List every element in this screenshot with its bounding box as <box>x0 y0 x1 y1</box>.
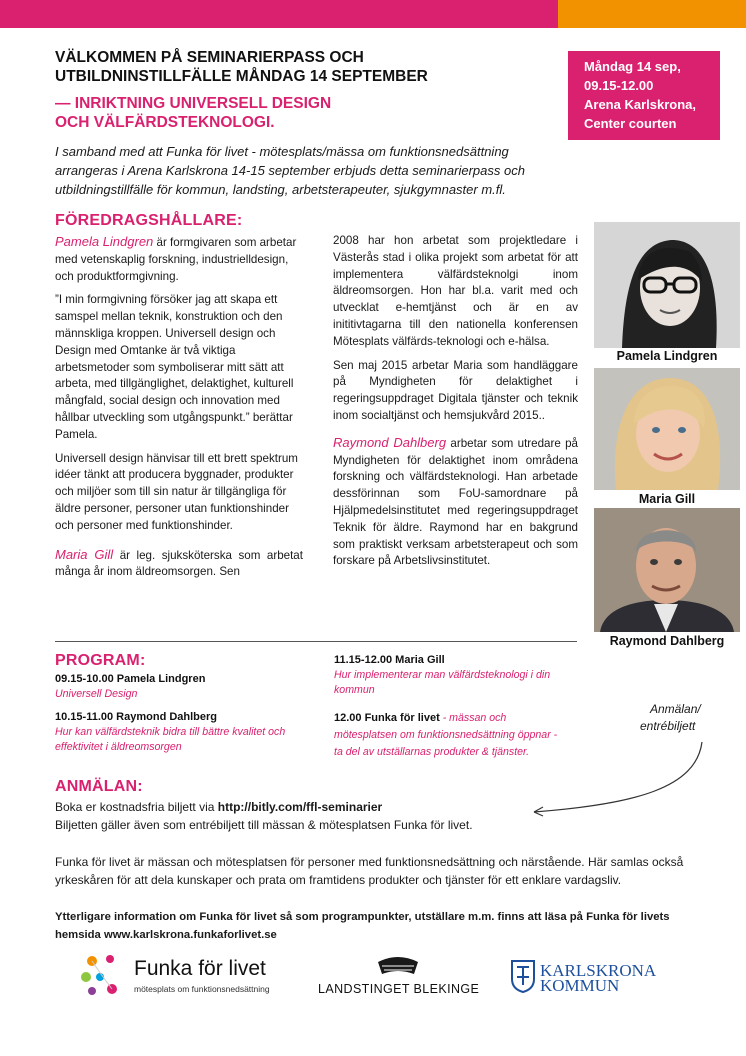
speaker-3-name: Raymond Dahlberg <box>333 434 447 450</box>
photo-maria-gill <box>594 368 740 490</box>
photo-caption: Maria Gill <box>638 492 696 506</box>
speakers-heading: FÖREDRAGSHÅLLARE: <box>55 212 243 229</box>
portrait-icon <box>594 508 740 632</box>
speakers-column-1 <box>55 234 303 588</box>
speaker-2-intro: Maria Gill är leg. sjuksköterska som arbetat många år inom äldreomsorgen. Sen <box>55 546 303 579</box>
speaker-1-intro: Pamela Lindgren är formgivaren som arbetar med vetenskaplig forskning, industrielldesign, och produktformgivning. <box>55 234 297 283</box>
funka-logo: Funka för livet mötesplats om funktionsnedsättning <box>80 953 300 1003</box>
top-bar-orange <box>558 0 746 28</box>
program-heading: PROGRAM: <box>55 652 146 669</box>
speaker-3-bio: Raymond Dahlberg arbetar som utredare på Myndigheten för delaktighet inom områdena forskning och välfärdsteknologi. Han arbetade dessförinnan som FoU-samordnare på Hjälpmedelsinstitutet med regeringsuppdraget Teknik för äldre. Raymond har en bakgrund som praktiskt verksam arbetsterapeut och som forskare på Arbetslivsinstitutet. <box>333 434 578 568</box>
speaker-1-quote: ”I min formgivning försöker jag att skapa ett samspel mellan teknik, konstruktion och den männskliga kroppen. Universell design och Design med Omtanke är två viktiga arbetsmetoder som symboliserar mitt sätt att arbeta, med tillgänglighet, delaktighet, kulturell mångfald, social design och innovation med hållbar utveckling som utgångspunkt.” berättar Pamela. <box>55 293 294 441</box>
speaker-2-current: Sen maj 2015 arbetar Maria som handläggare på Myndigheten för delaktighet i regeringsuppdraget Digitala tjänster och teknik inom socialtjänst och hemsjukvård 2015.. <box>333 358 578 422</box>
signup-heading: ANMÄLAN: <box>55 778 143 795</box>
photo-pamela-lindgren <box>594 222 740 348</box>
program-item: 09.15-10.00 Pamela Lindgren Universell Design <box>55 673 206 700</box>
page-title: VÄLKOMMEN PÅ SEMINARIERPASS OCH UTBILDNINSTILLFÄLLE MÅNDAG 14 SEPTEMBER <box>55 49 428 85</box>
date-box: Måndag 14 sep, 09.15-12.00 Arena Karlskrona, Center courten <box>568 51 720 140</box>
landstinget-logo: LANDSTINGET BLEKINGE <box>318 956 478 1000</box>
intro-text: I samband med att Funka för livet - mötesplats/mässa om funktionsnedsättning arrangeras i Arena Karlskrona 14-15 september erbjuds detta seminarierpass och utbildningstillfälle för kommun, landsting, arbetsterapeuter, sjukgymnaster m.fl. <box>55 144 525 197</box>
about-text: Funka för livet är mässan och mötesplatsen för personer med funktionsnedsättning och närstående. Här samlas också yrkeskåren för att dela kunskaper och prata om framtidens produkter och tjänster för ett enklare vardagsliv. <box>55 855 684 887</box>
speaker-2-name: Maria Gill <box>55 546 114 562</box>
portrait-icon <box>594 368 740 490</box>
universal-design-text: Universell design hänvisar till ett brett spektrum idéer tänkt att producera byggnader, produkter och miljöer som till sin natur är tillgängliga för äldre personer, personer utan funktionshinder och personer med funktionshinder. <box>55 451 298 532</box>
speaker-2-bio: 2008 har hon arbetat som projektledare i Västerås stad i olika projekt som arbetat för att implementera välfärdsteknolgi inom äldreomsorgen. Hon har bl.a. varit med och utvecklat e-hemtjänst och är en av inititivtagarna till den nationella konferensen Mötesplats välfärds-teknologi och e-hälsa. <box>333 234 578 348</box>
divider <box>55 641 577 642</box>
page-subtitle: — INRIKTNING UNIVERSELL DESIGN OCH VÄLFÄRDSTEKNOLOGI. <box>55 95 332 131</box>
coat-of-arms-icon <box>510 959 536 993</box>
funka-logo-icon <box>80 953 124 999</box>
signup-text: Boka er kostnadsfria biljett via http://bitly.com/ffl-seminarier Biljetten gäller även som entrébiljett till mässan & mötesplatsen Funka för livet. <box>55 800 473 832</box>
photo-caption: Raymond Dahlberg <box>609 634 725 648</box>
signup-link[interactable]: http://bitly.com/ffl-seminarier <box>217 800 383 814</box>
program-item: 11.15-12.00 Maria Gill Hur implementerar man välfärdsteknologi i din kommun <box>334 654 551 696</box>
program-item: 12.00 Funka för livet - mässan och mötesplatsen om funktionsnedsättning öppnar - ta del av utställarnas produkter & tjänster. <box>334 712 558 758</box>
karlskrona-kommun-logo: KARLSKRONA KOMMUN <box>510 955 670 999</box>
photo-caption: Pamela Lindgren <box>616 349 718 363</box>
photo-raymond-dahlberg <box>594 508 740 632</box>
annotation-text: Anmälan/ entrébiljett <box>640 702 701 733</box>
program-item: 10.15-11.00 Raymond Dahlberg Hur kan välfärdsteknik bidra till bättre kvalitet och effektivitet i äldreomsorgen <box>55 711 286 753</box>
portrait-icon <box>594 222 740 348</box>
speaker-1-name: Pamela Lindgren <box>55 234 154 249</box>
more-info-text: Ytterligare information om Funka för livet så som programpunkter, utställare m.m. finns att läsa på Funka för livets hemsida www.karlskrona.funkaforlivet.se <box>55 911 670 941</box>
crown-icon <box>374 956 422 978</box>
speakers-column-2 <box>333 233 578 577</box>
top-bar-pink <box>0 0 558 28</box>
